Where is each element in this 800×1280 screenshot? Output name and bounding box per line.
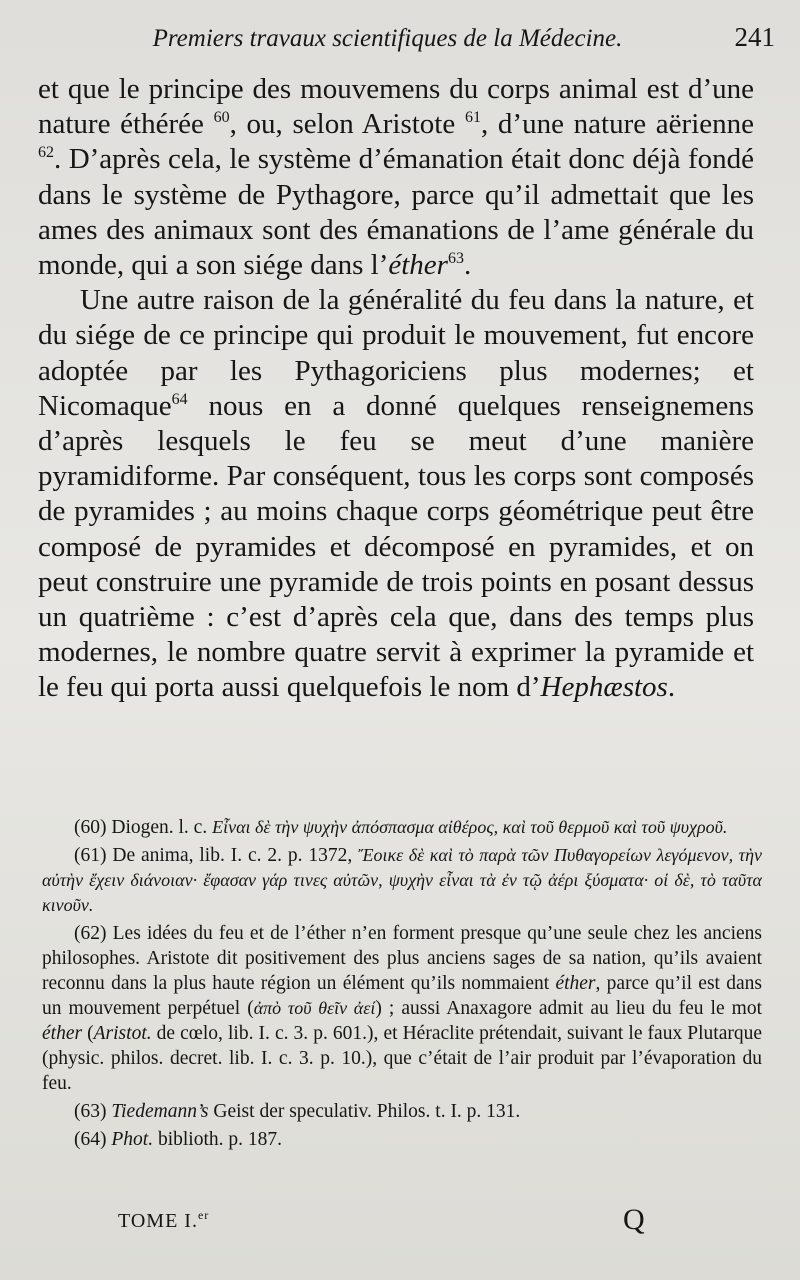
- italic-ether: éther: [555, 973, 596, 994]
- footnote-62: [42, 921, 762, 1096]
- footnote-62-text: , parce qu’il est dans un mouvement perpétuel (: [42, 973, 762, 1019]
- footnote-60: [42, 815, 762, 840]
- italic-hephaestos: Hephæstos: [540, 671, 668, 704]
- signature-tome: [118, 1208, 209, 1233]
- paragraph-2-text: nous en a donné quelques renseignemens d’après lesquels le feu se meut d’une manière pyramidiforme. Par conséquent, tous les corps sont composés de pyramides ; au moins chaque corps géométrique peut être composé de pyramides et décomposé en pyramides, et on peut construire une pyramide de trois points en posant dessus un quatrième : c’est d’après cela que, dans des temps plus modernes, le nombre quatre servit à exprimer la pyramide et le feu qui porta aussi quelquefois le nom d’: [38, 389, 754, 704]
- paragraph-1-text: , d’une nature aërienne: [480, 108, 755, 141]
- footnote-62-text: (: [82, 1023, 94, 1044]
- italic-phot: Phot.: [111, 1129, 154, 1150]
- footnote-62-text: (62) Les idées du feu et de l’éther n’en forment presque qu’une seule chez les anciens philosophes. Aristote dit positivement des plus anciens sages de sa nation, qu’ils avaient reconnu dans la plus haute région un élément qu’ils nommaient: [42, 923, 762, 994]
- footnote-64: [42, 1127, 762, 1152]
- greek-quote: Εἶναι δὲ τὴν ψυχὴν ἀπόσπασμα αἰθέρος, καὶ τοῦ θερμοῦ καὶ τοῦ ψυχροῦ.: [212, 817, 728, 837]
- footnote-64-text: (64): [74, 1129, 112, 1150]
- italic-aristot: Aristot.: [93, 1023, 152, 1044]
- paragraph-1-text: . D’après cela, le système d’émanation était donc déjà fondé dans le système de Pythagore, parce qu’il admettait que les ames des animaux sont des émanations de l’ame générale du monde, qui a son siége dans l’: [38, 143, 754, 282]
- footnote-60-text: (60) Diogen. l. c.: [74, 817, 213, 838]
- footnote-ref-64: 64: [171, 390, 188, 408]
- footnotes: [42, 815, 762, 1155]
- footnote-ref-63: 63: [447, 250, 464, 268]
- paragraph-1-text: .: [463, 249, 472, 282]
- paragraph-1: [38, 72, 754, 283]
- italic-tiedemann: Tiedemann’s: [111, 1101, 209, 1122]
- footnote-62-text: de cœlo, lib. I. c. 3. p. 601.), et Héraclite prétendait, suivant le faux Plutarque (physic. philos. decret. lib. I. c. 3. p. 10.), que c’était de l’air produit par l’évaporation du feu.: [42, 1023, 762, 1094]
- footnote-61: [42, 843, 762, 918]
- italic-ether: éther: [42, 1023, 83, 1044]
- body-text: [38, 72, 754, 706]
- paragraph-2: [38, 283, 754, 705]
- greek-quote: ἀπὸ τοῦ θεῖν ἀεί: [253, 998, 376, 1018]
- footnote-ref-60: 60: [213, 109, 230, 127]
- tome-superscript: er: [197, 1208, 210, 1222]
- page-number: 241: [734, 22, 775, 52]
- footnote-63-text: Geist der speculativ. Philos. t. I. p. 131.: [208, 1101, 521, 1122]
- italic-ether: éther: [388, 249, 448, 282]
- paragraph-2-text: Une autre raison de la généralité du feu dans la nature, et du siége de ce principe qui produit le mouvement, fut encore adoptée par les Pythagoriciens plus modernes; et Nicomaque: [38, 284, 754, 422]
- tome-label: TOME I.: [118, 1210, 198, 1232]
- greek-quote: Ἔοικε δὲ καὶ τὸ παρὰ τῶν Πυθαγορείων λεγόμενον, τὴν αὐτὴν ἔχειν διάνοιαν· ἔφασαν γάρ τινες αὐτῶν, ψυχὴν εἶναι τὰ ἐν τῷ ἀέρι ξύσματα· οἱ δὲ, τὸ ταῦτα κινοῦν.: [42, 845, 762, 915]
- footnote-ref-62: 62: [38, 144, 54, 162]
- footnote-62-text: ) ; aussi Anaxagore admit au lieu du feu le mot: [375, 998, 762, 1019]
- footnote-63: [42, 1099, 762, 1124]
- paragraph-1-text: , ou, selon Aristote: [229, 108, 465, 141]
- footnote-63-text: (63): [74, 1101, 112, 1122]
- paragraph-2-text: .: [667, 671, 676, 704]
- running-head: [40, 22, 775, 72]
- footnote-64-text: biblioth. p. 187.: [153, 1129, 283, 1150]
- signature-letter: Q: [623, 1203, 645, 1236]
- running-title: Premiers travaux scientifiques de la Médecine.: [152, 25, 623, 52]
- paragraph-1-text: et que le principe des mouvemens du corps animal est d’une nature éthérée: [38, 73, 754, 141]
- footnote-61-text: (61) De anima, lib. I. c. 2. p. 1372,: [74, 845, 359, 866]
- footnote-ref-61: 61: [464, 109, 481, 127]
